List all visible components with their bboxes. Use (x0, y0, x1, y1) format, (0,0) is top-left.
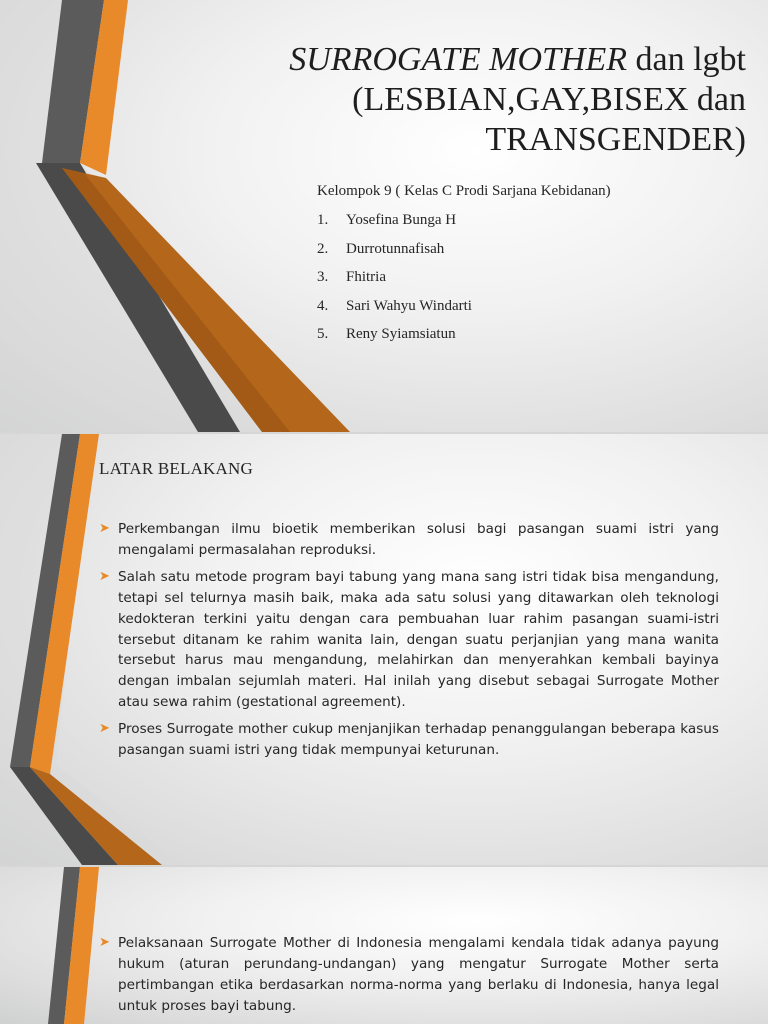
list-item: 5. Reny Syiamsiatun (317, 326, 456, 342)
list-item: ➤ Salah satu metode program bayi tabung yang mana sang istri tidak bisa mengandung, tetapi sel telurnya masih baik, maka ada satu solusi yang ditawarkan oleh teknologi kedokteran terkini yaitu dengan cara pembuahan luar rahim pasangan suami-istri tersebut ditanam ke rahim wanita lain, dengan suatu perjanjian yang mana wanita tersebut harus mau mengandung, melahirkan dan menyerahkan kembali bayinya dengan imbalan sejumlah materi. Hal inilah yang disebut sebagai Surrogate Mother atau sewa rahim (gestational agreement). (99, 568, 719, 711)
content-slide-lower (0, 867, 768, 1024)
list-item: 3. Fhitria (317, 269, 386, 285)
slide-title (246, 40, 746, 160)
right-arrow-bullet-icon: ➤ (99, 568, 110, 584)
list-item: ➤ Pelaksanaan Surrogate Mother di Indonesia mengalami kendala tidak adanya payung hukum (aturan perundang-undangan) yang mengatur Surrogate Mother serta pertimbangan etika berdasarkan norma-norma yang berlaku di Indonesia, hanya legal untuk proses bayi tabung. (99, 935, 719, 1014)
right-arrow-bullet-icon: ➤ (99, 935, 110, 950)
bullet-list (99, 933, 719, 1023)
slide-heading: LATAR BELAKANG (99, 459, 253, 478)
list-item: ➤ Proses Surrogate mother cukup menjanjikan terhadap penanggulangan beberapa kasus pasangan suami istri yang tidak mempunyai keturunan. (99, 721, 719, 759)
list-item: 4. Sari Wahyu Windarti (317, 297, 472, 314)
list-item: 1. Yosefina Bunga H (317, 212, 457, 228)
right-arrow-bullet-icon: ➤ (99, 721, 110, 737)
content-slide-background (0, 434, 768, 865)
list-item: ➤ Perkembangan ilmu bioetik memberikan solusi bagi pasangan suami istri yang mengalami permasalahan reproduksi. (99, 521, 719, 558)
title-italic: SURROGATE MOTHER (289, 41, 628, 78)
bullet-list (99, 519, 719, 767)
title-slide (0, 0, 768, 432)
title-rest: dan lgbt (LESBIAN,GAY,BISEX dan TRANSGENDER) (352, 41, 746, 158)
group-info (317, 181, 737, 353)
member-list (317, 210, 737, 353)
right-arrow-bullet-icon: ➤ (99, 521, 110, 536)
group-label: Kelompok 9 ( Kelas C Prodi Sarjana Kebidanan) (317, 183, 611, 199)
list-item: 2. Durrotunnafisah (317, 240, 445, 257)
